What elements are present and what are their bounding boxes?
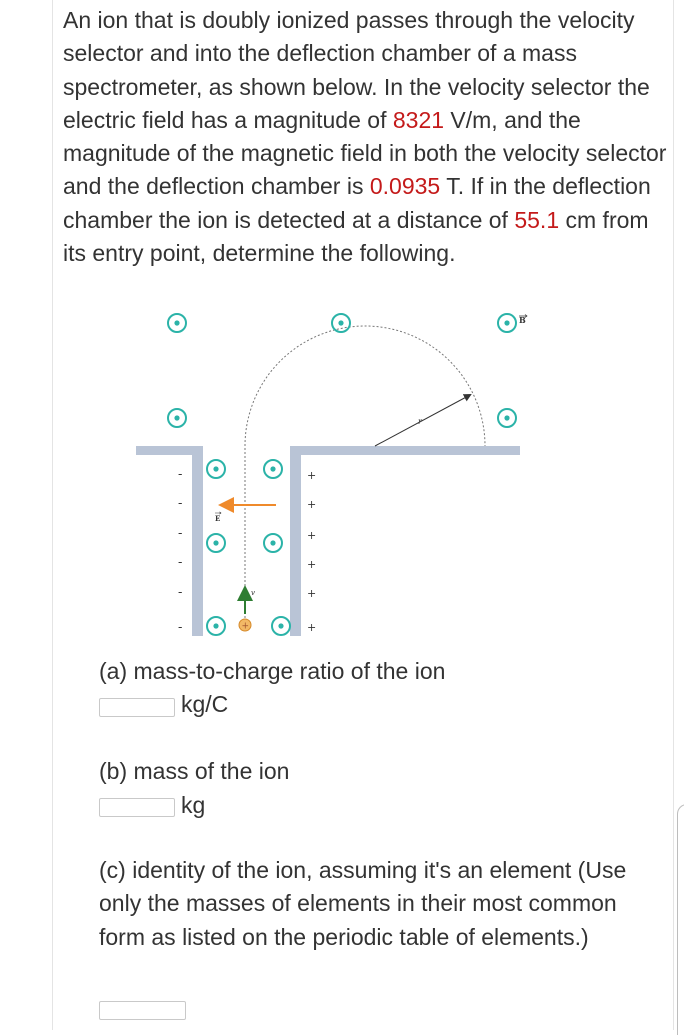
question-c-label: (c) identity of the ion, assuming it's an element (Use only the masses of elements in their most common form as listed on the periodic table of elements.) bbox=[99, 857, 627, 950]
plus-sign: + bbox=[307, 469, 317, 482]
ion-charge-label: + bbox=[241, 621, 250, 632]
velocity-label: v bbox=[251, 589, 255, 597]
question-b-label: (b) mass of the ion bbox=[99, 758, 290, 784]
e-field-label: E bbox=[215, 514, 221, 523]
negative-charges bbox=[178, 467, 182, 635]
radius-arrow bbox=[375, 395, 470, 446]
mass-spectrometer-figure bbox=[120, 300, 540, 650]
minus-sign: - bbox=[178, 496, 183, 511]
distance-value: 55.1 bbox=[514, 206, 560, 233]
plus-sign: + bbox=[307, 621, 317, 634]
problem-text-3: T. If in the deflection chamber the ion is detected at a distance of bbox=[63, 173, 651, 233]
minus-sign: - bbox=[178, 526, 183, 541]
minus-sign: - bbox=[178, 620, 183, 635]
answer-b-input[interactable] bbox=[99, 798, 175, 817]
field-out-of-page-symbols bbox=[168, 314, 516, 635]
answer-a-unit: kg/C bbox=[181, 691, 229, 717]
side-panel-edge bbox=[677, 804, 684, 1035]
minus-sign: - bbox=[178, 467, 183, 482]
minus-sign: - bbox=[178, 585, 183, 600]
field-dots bbox=[174, 320, 509, 628]
efield-value: 8321 bbox=[392, 106, 445, 133]
problem-text-2: V/m, and the magnitude of the magnetic field in both the velocity selector and the deflection chamber is bbox=[63, 106, 667, 200]
radius-label: r bbox=[418, 417, 422, 426]
question-a-label: (a) mass-to-charge ratio of the ion bbox=[99, 658, 446, 684]
minus-sign: - bbox=[178, 555, 183, 570]
plus-sign: + bbox=[307, 498, 317, 511]
problem-statement bbox=[63, 4, 667, 270]
b-field-label: B bbox=[519, 315, 526, 325]
problem-text-1: An ion that is doubly ionized passes through the velocity selector and into the deflection chamber of a mass spectrometer, as shown below. In the velocity selector the electric field has a magnitude of bbox=[63, 7, 650, 133]
deflection-plate bbox=[290, 446, 520, 455]
ion-path bbox=[245, 326, 485, 630]
left-selector-plate bbox=[192, 446, 203, 636]
plus-sign: + bbox=[307, 529, 317, 542]
bfield-value: 0.0935 bbox=[369, 173, 441, 200]
positive-charges bbox=[307, 469, 316, 634]
right-selector-plate bbox=[290, 446, 301, 636]
answer-c-input[interactable] bbox=[99, 1001, 186, 1020]
plus-sign: + bbox=[307, 558, 317, 571]
answer-b-unit: kg bbox=[181, 792, 206, 818]
problem-text-4: cm from its entry point, determine the following. bbox=[63, 206, 649, 267]
plus-sign: + bbox=[307, 587, 317, 600]
answer-a-input[interactable] bbox=[99, 698, 175, 717]
